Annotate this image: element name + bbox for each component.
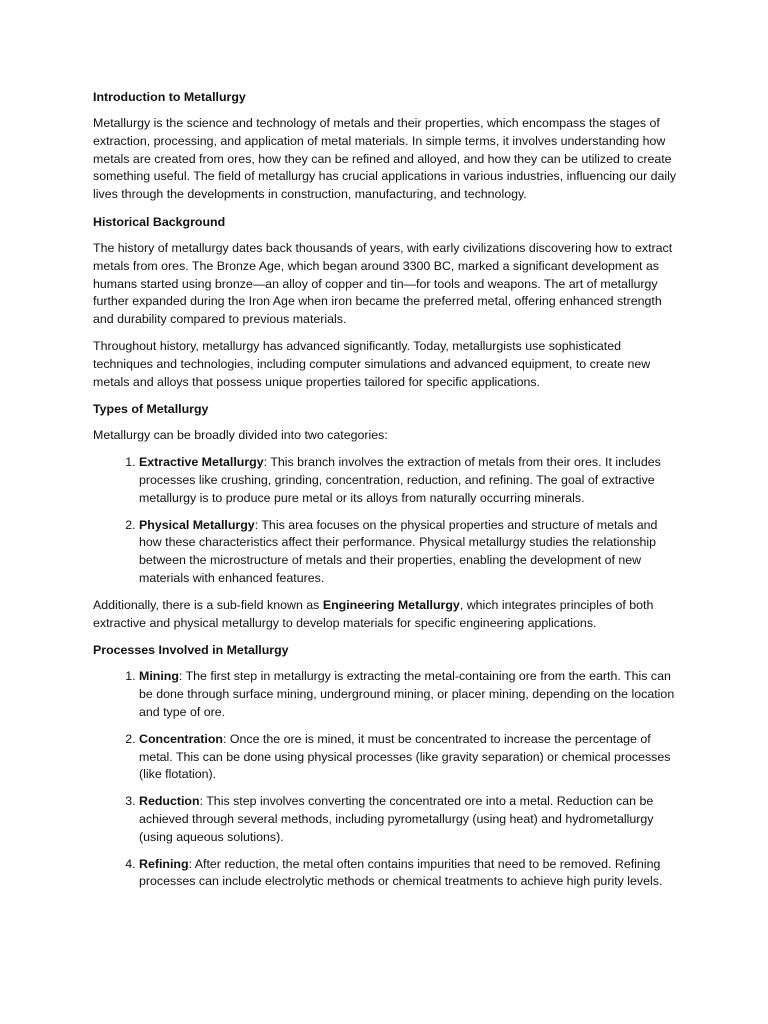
section-heading-introduction: Introduction to Metallurgy (93, 90, 246, 104)
list-item (139, 668, 680, 721)
types-list (93, 454, 680, 588)
intro-paragraph: Metallurgy is the science and technology of metals and their properties, which encompass the stages of extraction, processing, and application of metal materials. In simple terms, it involves understanding how metals are created from ores, how they can be refined and alloyed, and how they can be utilized to create something useful. The field of metallurgy has crucial applications in various industries, influencing our daily lives through the developments in construction, manufacturing, and technology. (93, 116, 677, 202)
list-item (139, 731, 680, 784)
types-intro-paragraph: Metallurgy can be broadly divided into two categories: (93, 428, 388, 443)
list-item-term: Concentration (139, 731, 223, 746)
list-item-text: : The first step in metallurgy is extracting the metal-containing ore from the earth. This can be done through surface mining, underground mining, or placer mining, depending on the location and type of ore. (139, 669, 675, 719)
section-heading-history: Historical Background (93, 214, 226, 229)
list-item-text: : This step involves converting the concentrated ore into a metal. Reduction can be achieved through several methods, including pyrometallurgy (using heat) and hydrometallurgy (using aqueous solutions). (139, 794, 654, 844)
list-item-text: : Once the ore is mined, it must be concentrated to increase the percentage of metal. This can be done using physical processes (like gravity separation) or chemical processes (like flotation). (139, 731, 671, 782)
list-item-term: Mining (139, 669, 179, 684)
list-item (139, 454, 680, 507)
list-item-term: Physical Metallurgy (139, 517, 255, 532)
processes-list (93, 668, 680, 891)
list-item (139, 793, 680, 846)
history-paragraph-1: The history of metallurgy dates back thousands of years, with early civilizations discovering how to extract metals from ores. The Bronze Age, which began around 3300 BC, marked a significant development as humans started using bronze—an alloy of copper and tin—for tools and weapons. The art of metallurgy further expanded during the Iron Age when iron became the preferred metal, offering enhanced strength and durability compared to previous materials. (93, 240, 673, 327)
list-item-term: Refining (139, 856, 189, 871)
history-paragraph-2: Throughout history, metallurgy has advanced significantly. Today, metallurgists use sophisticated techniques and technologies, including computer simulations and advanced equipment, to create new metals and alloys that possess unique properties tailored for specific applications. (93, 338, 651, 389)
section-heading-types: Types of Metallurgy (93, 402, 209, 417)
list-item-term: Reduction (139, 794, 200, 809)
list-item (139, 517, 680, 588)
list-item-text: : After reduction, the metal often contains impurities that need to be removed. Refining processes can include electrolytic methods or chemical treatments to achieve high purity levels. (139, 856, 663, 889)
additional-paragraph (93, 597, 680, 633)
additional-text-after: , which integrates principles of both extractive and physical metallurgy to develop materials for specific engineering applications. (93, 597, 654, 630)
additional-term: Engineering Metallurgy (322, 597, 460, 612)
list-item-text: : This area focuses on the physical properties and structure of metals and how these characteristics affect their performance. Physical metallurgy studies the relationship between the microstructure of metals and their properties, enabling the development of new materials with enhanced features. (139, 517, 658, 585)
list-item-term: Extractive Metallurgy (139, 455, 264, 470)
list-item-text: : This branch involves the extraction of metals from their ores. It includes processes like crushing, grinding, concentration, reduction, and refining. The goal of extractive metallurgy is to produce pure metal or its alloys from naturally occurring minerals. (139, 455, 661, 505)
list-item (139, 856, 680, 892)
additional-text-before: Additionally, there is a sub-field known as (93, 597, 323, 612)
section-heading-processes: Processes Involved in Metallurgy (93, 643, 289, 658)
